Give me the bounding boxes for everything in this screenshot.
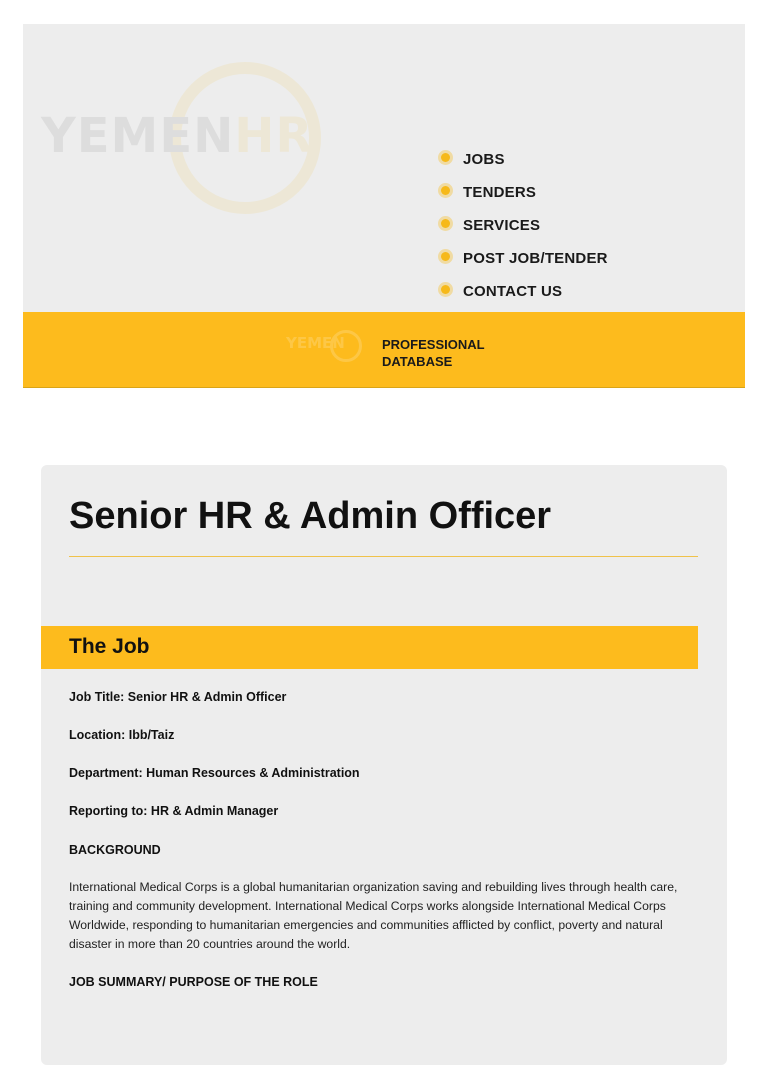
section-bar-the-job — [41, 626, 698, 669]
nav-item-jobs[interactable] — [441, 143, 608, 176]
nav-label: TENDERS — [463, 184, 537, 201]
bullet-icon — [441, 153, 450, 162]
banner-logo-ring — [330, 330, 362, 362]
logo-accent: HR — [234, 108, 314, 164]
field-department: Department: Human Resources & Administration — [69, 766, 360, 780]
section-title: The Job — [69, 635, 150, 658]
job-summary-heading: JOB SUMMARY/ PURPOSE OF THE ROLE — [69, 975, 318, 989]
background-heading: BACKGROUND — [69, 843, 161, 857]
background-paragraph: International Medical Corps is a global humanitarian organization saving and rebuilding lives through health care, training and community development. International Medical Corps works alongside International Medical Corps Worldwide, responding to humanitarian emergencies and communities afflicted by conflict, poverty and natural disaster in more than 20 countries around the world. — [69, 880, 678, 951]
site-header — [23, 24, 745, 312]
field-reporting-to: Reporting to: HR & Admin Manager — [69, 804, 279, 818]
bullet-icon — [441, 186, 450, 195]
nav-label: POST JOB/TENDER — [463, 250, 608, 267]
job-card — [41, 465, 727, 1065]
nav-item-post-job-tender[interactable] — [441, 242, 608, 275]
field-job-title: Job Title: Senior HR & Admin Officer — [69, 690, 287, 704]
banner-title — [382, 336, 522, 370]
nav-label: SERVICES — [463, 217, 541, 234]
main-nav — [441, 143, 608, 308]
banner-title-line2: DATABASE — [382, 354, 453, 369]
banner-logo-text: YEMEN — [286, 334, 345, 352]
title-divider — [69, 556, 698, 557]
yemenhr-logo[interactable] — [41, 60, 321, 210]
nav-label: CONTACT US — [463, 283, 563, 300]
nav-item-tenders[interactable] — [441, 176, 608, 209]
professional-database-banner[interactable] — [23, 312, 745, 388]
logo-text: YEMEN — [41, 108, 235, 164]
banner-logo-watermark — [286, 334, 345, 352]
banner-title-line1: PROFESSIONAL — [382, 337, 485, 352]
bullet-icon — [441, 252, 450, 261]
bullet-icon — [441, 219, 450, 228]
nav-item-services[interactable] — [441, 209, 608, 242]
nav-item-contact-us[interactable] — [441, 275, 608, 308]
field-location: Location: Ibb/Taiz — [69, 728, 175, 742]
bullet-icon — [441, 285, 450, 294]
nav-label: JOBS — [463, 151, 505, 168]
logo-wordmark — [41, 108, 313, 164]
job-title: Senior HR & Admin Officer — [69, 495, 552, 537]
